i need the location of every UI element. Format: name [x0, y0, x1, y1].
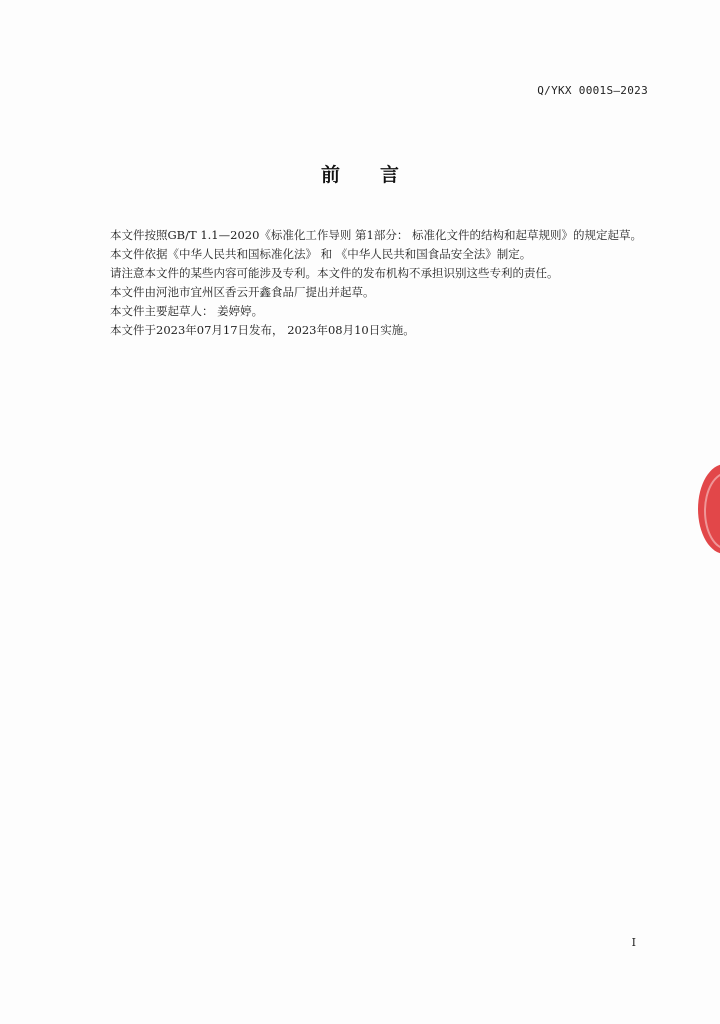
paragraph-legal-basis: 本文件依据《中华人民共和国标准化法》 和 《中华人民共和国食品安全法》制定。 [110, 247, 532, 261]
paragraph-patent-notice: 请注意本文件的某些内容可能涉及专利。本文件的发布机构不承担识别这些专利的责任。 [110, 266, 559, 280]
foreword-body [86, 226, 650, 340]
paragraph-dates: 本文件于2023年07月17日发布， 2023年08月10日实施。 [110, 323, 415, 337]
paragraph-proposer: 本文件由河池市宜州区香云开鑫食品厂提出并起草。 [110, 285, 375, 299]
official-seal-stamp [698, 464, 720, 554]
paragraph-drafter: 本文件主要起草人： 姜婷婷。 [110, 304, 264, 318]
document-code: Q/YKX 0001S—2023 [537, 84, 648, 97]
paragraph-drafting-rules: 本文件按照GB/T 1.1—2020《标准化工作导则 第1部分： 标准化文件的结构和起草规则》的规定起草。 [110, 228, 643, 242]
page-title: 前言 [320, 164, 439, 186]
seal-ring [704, 472, 720, 550]
page-number: I [631, 936, 636, 949]
